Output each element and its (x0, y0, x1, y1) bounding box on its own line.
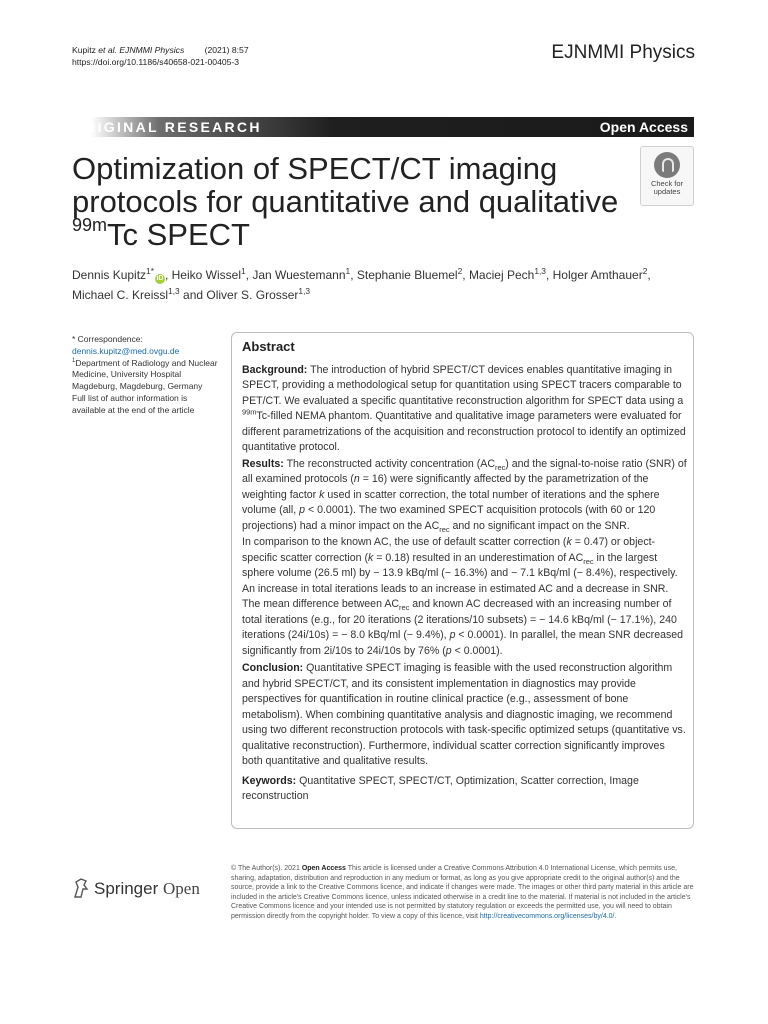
header-authors: Kupitz (72, 45, 96, 55)
journal-name: EJNMMI Physics (551, 42, 695, 63)
orcid-icon[interactable]: iD (156, 275, 164, 282)
title-line-2: protocols for quantitative and qualitative (72, 184, 619, 219)
correspondence-sidebar (72, 334, 220, 417)
check-updates-line-1: Check for (650, 179, 684, 188)
affiliation-text: Department of Radiology and Nuclear Medicine, University Hospital Magdeburg, Magdeburg, Germany (72, 357, 218, 392)
title-isotope-superscript: 99m (72, 214, 108, 235)
author[interactable]: Michael C. Kreissl$^{1,3}$ (72, 286, 180, 302)
author-info-note: Full list of author information is available at the end of the article (72, 392, 195, 415)
running-header (72, 44, 249, 68)
bookmark-icon (654, 152, 680, 178)
springer-open-logo: Springer Open (72, 877, 200, 899)
author-list: Dennis Kupitz$^{1*}$iD , Heiko Wissel$^1$, Jan Wuestemann$^1$, Stephanie Bluemel$^2$, Maciej Pech$^{1,3}$, Holger Amthauer$^2$, Michael C. Kreissl$^{1,3}$ and Oliver S. Grosser$^{1,3}$ (72, 266, 651, 302)
article-type-banner (72, 117, 694, 137)
check-updates-line-2: updates (653, 187, 681, 196)
abstract-keywords: Keywords: Quantitative SPECT, SPECT/CT, Optimization, Scatter correction, Image reconstruction (242, 774, 639, 802)
title-line-1: Optimization of SPECT/CT imaging (72, 151, 558, 186)
abstract-box (231, 332, 694, 829)
author[interactable]: Maciej Pech$^{1,3}$ (468, 266, 546, 282)
license-link[interactable]: http://creativecommons.org/licenses/by/4.0/ (479, 912, 615, 920)
abstract-results: Results: The reconstructed activity concentration $(AC_{rec})$ and the signal-to-noise ratio (SNR) of all examined protocols (n = 16) were significantly affected by the parametrization of the weighting factor k used in scatter correction, the total number of iterations and the sphere volume (all, p < 0.0001). The two examined SPECT acquisition protocols (with 60 or 120 projections) had a minor impact on the $AC_{rec}$ and no significant impact on the SNR. (242, 457, 687, 534)
header-journal-short: EJNMMI Physics (119, 45, 185, 55)
springer-horse-icon (72, 877, 90, 899)
header-year-volume: (2021) 8:57 (204, 45, 249, 55)
article-title (72, 152, 632, 251)
correspondence-email-link[interactable]: dennis.kupitz@med.ovgu.de (72, 345, 180, 356)
author[interactable]: Jan Wuestemann$^1$ (252, 266, 351, 282)
open-access-label: Open Access (599, 119, 688, 135)
header-doi[interactable]: https://doi.org/10.1186/s40658-021-00405-3 (72, 57, 240, 67)
header-et-al: et al. (98, 45, 117, 55)
abstract-conclusion: Conclusion: Quantitative SPECT imaging is feasible with the used reconstruction algorithm and hybrid SPECT/CT, and its consistent implementation in diagnostics may provide perspectives for quantification in routine clinical practice (e.g., assessment of bone metabolism). When combining quantitative analysis and diagnostic imaging, we recommend using two different reconstruction protocols with task-specific optimized setups (quantitative vs. qualitative reconstruction). Furthermore, individual scatter correction significantly improves both quantitative and qualitative results. (242, 662, 686, 767)
article-type: ORIGINAL RESEARCH (72, 119, 262, 135)
abstract-background: Background: The introduction of hybrid SPECT/CT devices enables quantitative imaging in SPECT, providing a methodological setup for quantitation using SPECT tracers comparable to PET/CT. We evaluated a specific quantitative reconstruction algorithm for SPECT data using a $^{99m}$Tc-filled NEMA phantom. Quantitative and qualitative image parameters were evaluated for different parametrizations of the acquisition and reconstruction protocol to identify an optimized quantitative protocol. (242, 363, 686, 453)
author[interactable]: Heiko Wissel$^1$ (171, 266, 246, 282)
correspondence-label: * Correspondence: (72, 334, 143, 344)
license-statement: © The Author(s). 2021 Open Access This article is licensed under a Creative Commons Attribution 4.0 International License, which permits use, sharing, adaptation, distribution and reproduction in any medium or format, as long as you give appropriate credit to the original author(s) and the source, provide a link to the Creative Commons licence, and indicate if changes were made. The images or other third party material in this article are included in the article's Creative Commons licence, unless indicated otherwise in a credit line to the material. If material is not included in the article's Creative Commons licence and your intended use is not permitted by statutory regulation or exceeds the permitted use, you will need to obtain permission directly from the copyright holder. To view a copy of this licence, visit http://creativecommons.org/licenses/by/4.0/. (231, 865, 694, 920)
author[interactable]: Stephanie Bluemel$^2$ (356, 266, 463, 282)
abstract-results-continued: In comparison to the known AC, the use of default scatter correction (k = 0.47) or object-specific scatter correction (k = 0.18) resulted in an underestimation of $AC_{rec}$ in the largest sphere volume (26.5 ml) by − 13.9 kBq/ml (− 16.3%) and − 7.1 kBq/ml (− 8.4%), respectively. An increase in total iterations leads to an increase in estimated AC and a decrease in SNR. The mean difference between $AC_{rec}$ and known AC decreased with an increasing number of total iterations (e.g., for 20 iterations (2 iterations/10 subsets) = − 14.6 kBq/ml (− 17.1%), 240 iterations (24i/10s) = − 8.0 kBq/ml (− 9.4%), p < 0.0001). In parallel, the mean SNR decreased significantly from 2i/10s to 24i/10s by 76% (p < 0.0001). (242, 536, 684, 657)
check-for-updates-button[interactable] (640, 146, 694, 206)
author[interactable]: Holger Amthauer$^2$ (552, 266, 648, 282)
author[interactable]: Dennis Kupitz$^{1*}$ (72, 266, 154, 282)
abstract-heading: Abstract (242, 339, 295, 354)
affiliation-number: 1 (72, 357, 76, 364)
author[interactable]: Oliver S. Grosser$^{1,3}$ (206, 286, 311, 302)
title-line-3: Tc SPECT (107, 217, 250, 252)
